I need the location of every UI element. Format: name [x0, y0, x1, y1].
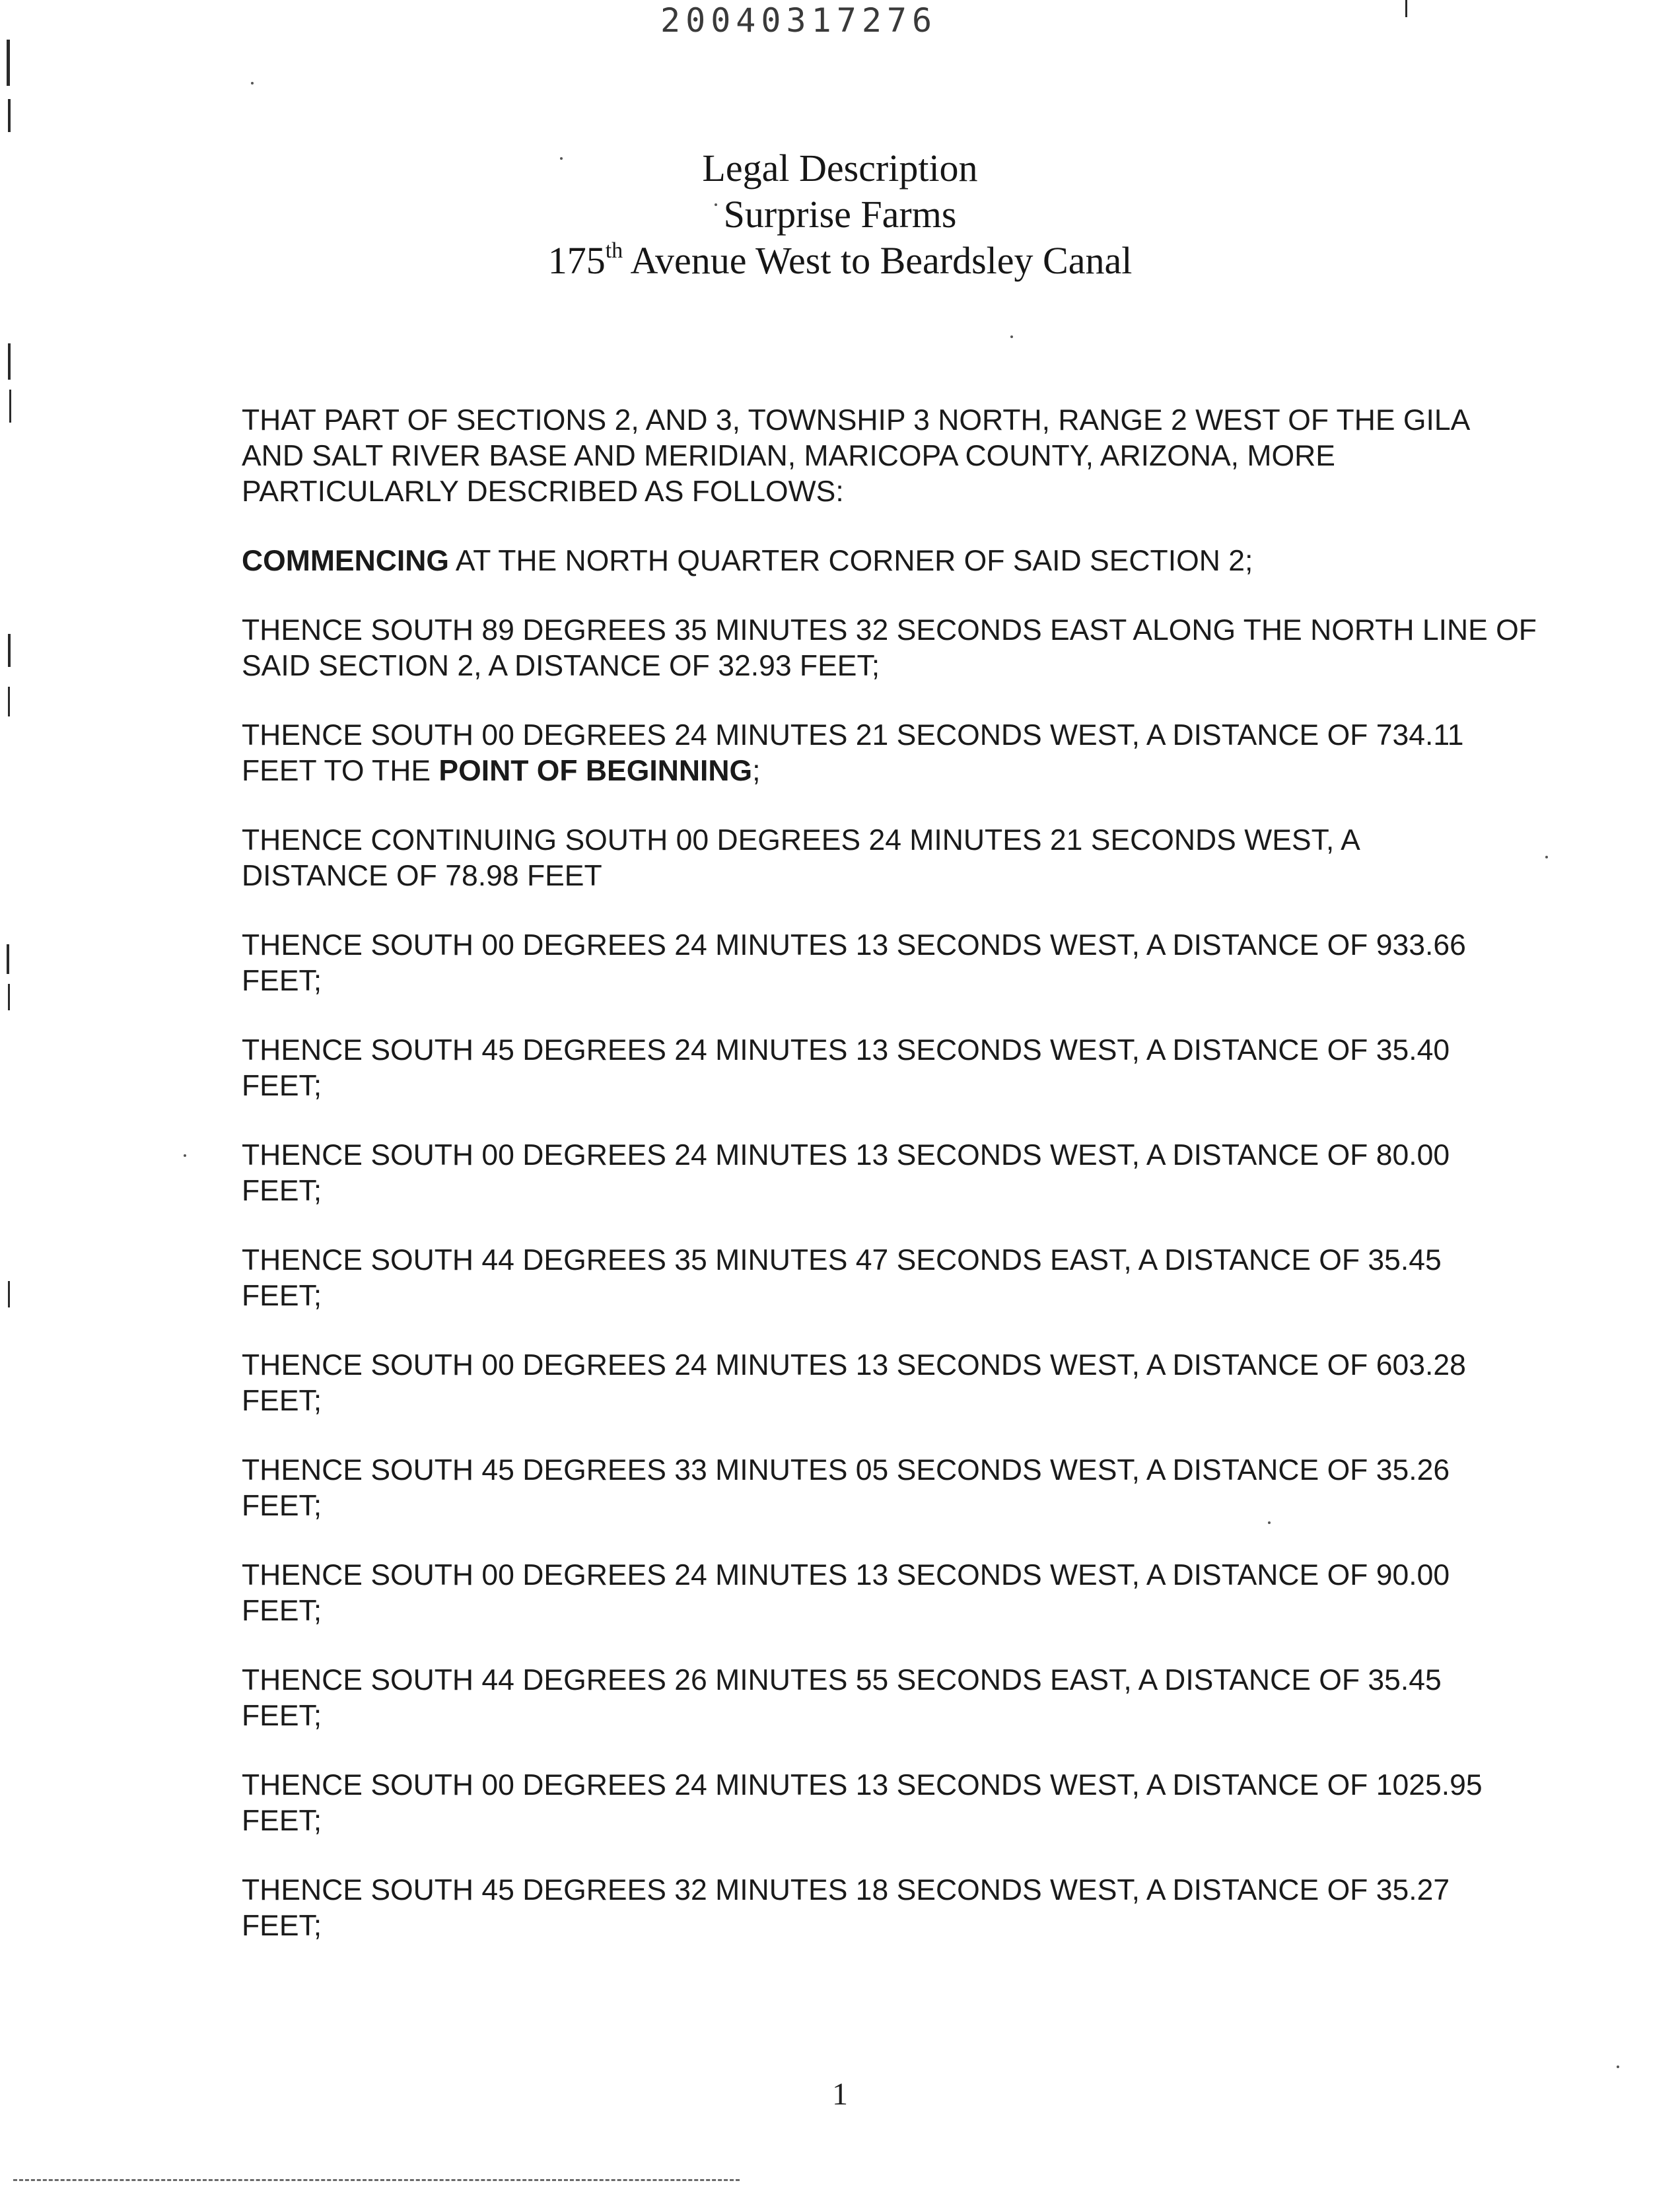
- scan-edge-mark: [8, 99, 11, 132]
- scan-bottom-edge: [13, 2179, 740, 2181]
- paragraph-text: THENCE SOUTH 89 DEGREES 35 MINUTES 32 SECONDS EAST ALONG THE NORTH LINE OF SAID SECTION 2, A DISTANCE OF 32.93 FEET;: [242, 614, 1537, 682]
- legal-description-paragraph: [242, 403, 1622, 510]
- document-title: [0, 145, 1680, 284]
- paragraph-text: THENCE SOUTH 45 DEGREES 32 MINUTES 18 SECONDS WEST, A DISTANCE OF 35.27 FEET;: [242, 1874, 1450, 1942]
- page-number: 1: [832, 2077, 848, 2112]
- title-line-project-name: Surprise Farms: [723, 193, 957, 236]
- scan-speck: [1010, 335, 1013, 338]
- paragraph-text: THENCE SOUTH 44 DEGREES 35 MINUTES 47 SECONDS EAST, A DISTANCE OF 35.45 FEET;: [242, 1244, 1442, 1312]
- legal-description-paragraph: [242, 543, 1622, 579]
- legal-description-paragraph: [242, 1663, 1622, 1734]
- paragraph-text: THAT PART OF SECTIONS 2, AND 3, TOWNSHIP 3 NORTH, RANGE 2 WEST OF THE GILA AND SALT RIVER BASE AND MERIDIAN, MARICOPA COUNTY, ARIZONA, MORE PARTICULARLY DESCRIBED AS FOLLOWS:: [242, 404, 1471, 508]
- legal-description-paragraph: [242, 1873, 1622, 1944]
- title-segment-rest: Avenue West to Beardsley Canal: [623, 239, 1133, 282]
- paragraph-text: THENCE SOUTH 45 DEGREES 24 MINUTES 13 SECONDS WEST, A DISTANCE OF 35.40 FEET;: [242, 1034, 1450, 1102]
- paragraph-text: THENCE SOUTH 00 DEGREES 24 MINUTES 13 SECONDS WEST, A DISTANCE OF 603.28 FEET;: [242, 1349, 1466, 1417]
- scan-edge-mark: [8, 984, 10, 1010]
- scan-speck: [1545, 856, 1548, 858]
- legal-description-paragraph: [242, 1768, 1622, 1839]
- scan-edge-mark: [7, 40, 10, 86]
- paragraph-text: THENCE SOUTH 00 DEGREES 24 MINUTES 13 SECONDS WEST, A DISTANCE OF 1025.95 FEET;: [242, 1769, 1483, 1837]
- legal-description-paragraph: [242, 1138, 1622, 1209]
- legal-description-paragraph: [242, 613, 1622, 684]
- legal-description-paragraph: [242, 1348, 1622, 1419]
- paragraph-text: AT THE NORTH QUARTER CORNER OF SAID SECTION 2;: [448, 545, 1253, 577]
- scan-edge-mark: [8, 634, 11, 667]
- paragraph-text: THENCE SOUTH 44 DEGREES 26 MINUTES 55 SECONDS EAST, A DISTANCE OF 35.45 FEET;: [242, 1664, 1442, 1732]
- scan-speck: [251, 82, 254, 85]
- paragraph-text: THENCE SOUTH 45 DEGREES 33 MINUTES 05 SECONDS WEST, A DISTANCE OF 35.26 FEET;: [242, 1454, 1450, 1522]
- title-ordinal-suffix: th: [605, 238, 623, 263]
- scan-speck: [560, 157, 563, 160]
- legal-description-body: [242, 403, 1622, 1978]
- title-avenue-number: 175: [547, 239, 606, 282]
- legal-description-paragraph: [242, 1243, 1622, 1314]
- paragraph-text: THENCE SOUTH 00 DEGREES 24 MINUTES 13 SECONDS WEST, A DISTANCE OF 933.66 FEET;: [242, 929, 1466, 997]
- scan-edge-mark: [8, 1281, 10, 1307]
- scan-edge-mark: [7, 944, 9, 974]
- scan-speck: [1268, 1521, 1271, 1524]
- paragraph-text: THENCE SOUTH 00 DEGREES 24 MINUTES 21 SECONDS WEST, A DISTANCE OF 734.11 FEET TO THE: [242, 719, 1464, 787]
- scan-edge-mark: [9, 390, 11, 423]
- scan-speck: [715, 203, 717, 206]
- title-line-segment: [0, 238, 1680, 284]
- paragraph-bold-term: COMMENCING: [242, 545, 449, 577]
- scan-edge-mark: [8, 687, 10, 716]
- legal-description-paragraph: [242, 928, 1622, 999]
- legal-description-paragraph: [242, 1453, 1622, 1524]
- title-line-legal-description: Legal Description: [702, 147, 978, 190]
- legal-description-paragraph: [242, 1033, 1622, 1104]
- scan-edge-mark: [8, 343, 11, 380]
- recording-number: 20040317276: [660, 1, 938, 40]
- paragraph-bold-term: POINT OF BEGINNING: [438, 755, 753, 787]
- paragraph-text: THENCE SOUTH 00 DEGREES 24 MINUTES 13 SECONDS WEST, A DISTANCE OF 90.00 FEET;: [242, 1559, 1450, 1627]
- scan-speck: [184, 1154, 186, 1157]
- legal-description-paragraph: [242, 823, 1622, 894]
- paragraph-text-tail: ;: [752, 755, 761, 787]
- scan-speck: [1617, 2066, 1619, 2068]
- paragraph-text: THENCE CONTINUING SOUTH 00 DEGREES 24 MINUTES 21 SECONDS WEST, A DISTANCE OF 78.98 FEET: [242, 824, 1360, 892]
- paragraph-text: THENCE SOUTH 00 DEGREES 24 MINUTES 13 SECONDS WEST, A DISTANCE OF 80.00 FEET;: [242, 1139, 1450, 1207]
- scan-edge-mark: [1405, 0, 1407, 17]
- legal-description-paragraph: [242, 1558, 1622, 1629]
- legal-description-paragraph: [242, 718, 1622, 789]
